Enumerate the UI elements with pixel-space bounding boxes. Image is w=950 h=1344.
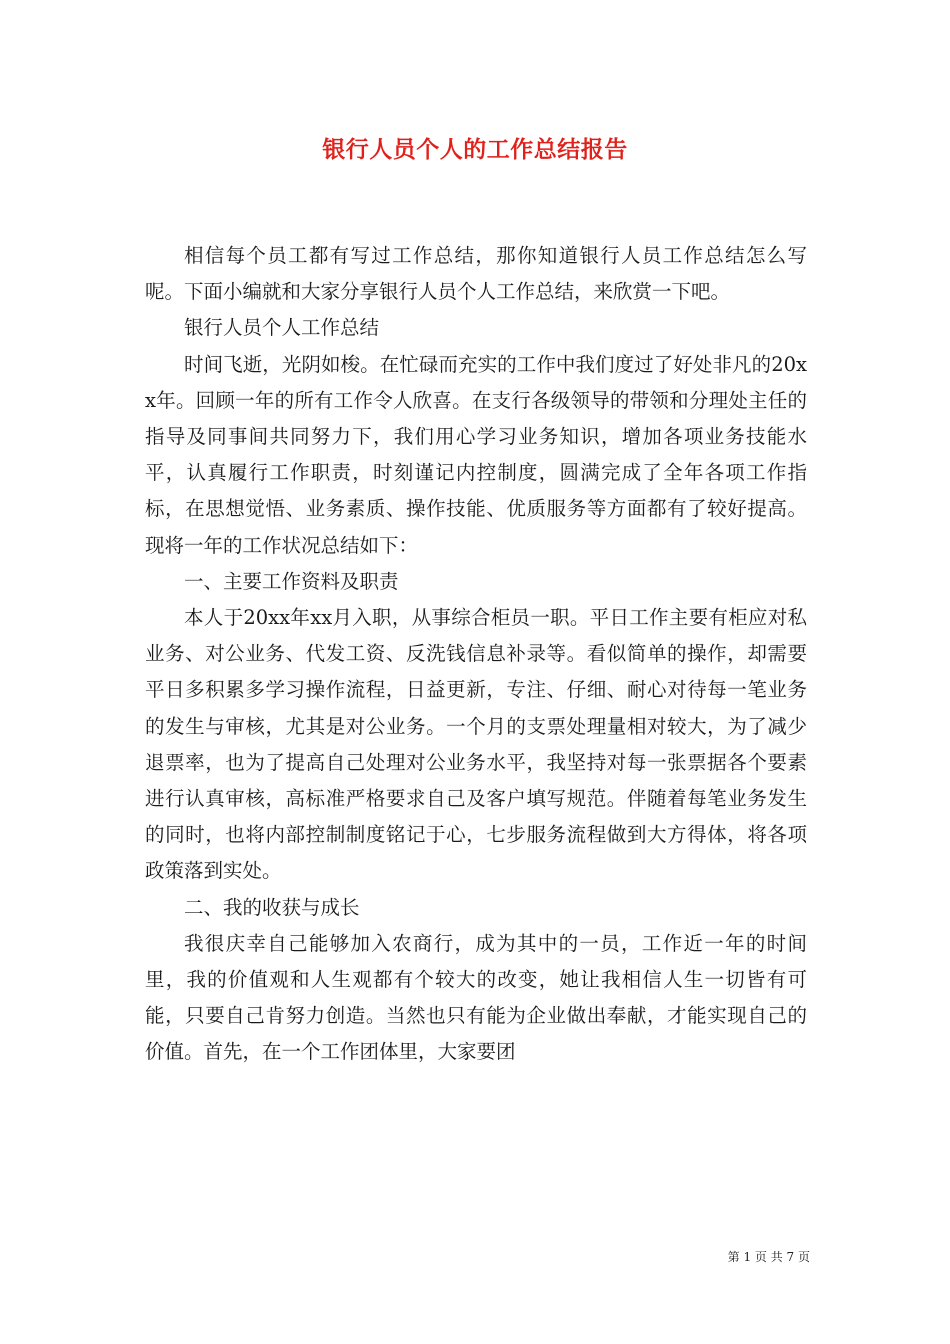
section-heading: 银行人员个人工作总结: [184, 316, 380, 340]
section-heading: 一、主要工作资料及职责: [184, 569, 399, 593]
section-heading: 二、我的收获与成长: [184, 895, 360, 919]
document-body: [145, 238, 807, 1071]
page-number: 第 1 页 共 7 页: [727, 1250, 810, 1264]
paragraph-intro: 相信每个员工都有写过工作总结，那你知道银行人员工作总结怎么写呢。下面小编就和大家分享银行人员个人工作总结，来欣赏一下吧。: [145, 244, 807, 304]
paragraph: 本人于20xx年xx月入职，从事综合柜员一职。平日工作主要有柜应对私业务、对公业务、代发工资、反洗钱信息补录等。看似简单的操作，却需要平日多积累多学习操作流程，日益更新，专注、仔细、耐心对待每一笔业务的发生与审核，尤其是对公业务。一个月的支票处理量相对较大，为了减少退票率，也为了提高自己处理对公业务水平，我坚持对每一张票据各个要素进行认真审核，高标准严格要求自己及客户填写规范。伴随着每笔业务发生的同时，也将内部控制制度铭记于心，七步服务流程做到大方得体，将各项政策落到实处。: [145, 606, 807, 883]
paragraph: 时间飞逝，光阴如梭。在忙碌而充实的工作中我们度过了好处非凡的20xx年。回顾一年的所有工作令人欣喜。在支行各级领导的带领和分理处主任的指导及同事间共同努力下，我们用心学习业务知识，增加各项业务技能水平，认真履行工作职责，时刻谨记内控制度，圆满完成了全年各项工作指标，在思想觉悟、业务素质、操作技能、优质服务等方面都有了较好提高。现将一年的工作状况总结如下：: [145, 352, 807, 557]
document-title: 银行人员个人的工作总结报告: [322, 136, 628, 163]
paragraph: 我很庆幸自己能够加入农商行，成为其中的一员，工作近一年的时间里，我的价值观和人生观都有个较大的改变，她让我相信人生一切皆有可能，只要自己肯努力创造。当然也只有能为企业做出奉献，才能实现自己的价值。首先，在一个工作团体里，大家要团: [145, 931, 807, 1064]
